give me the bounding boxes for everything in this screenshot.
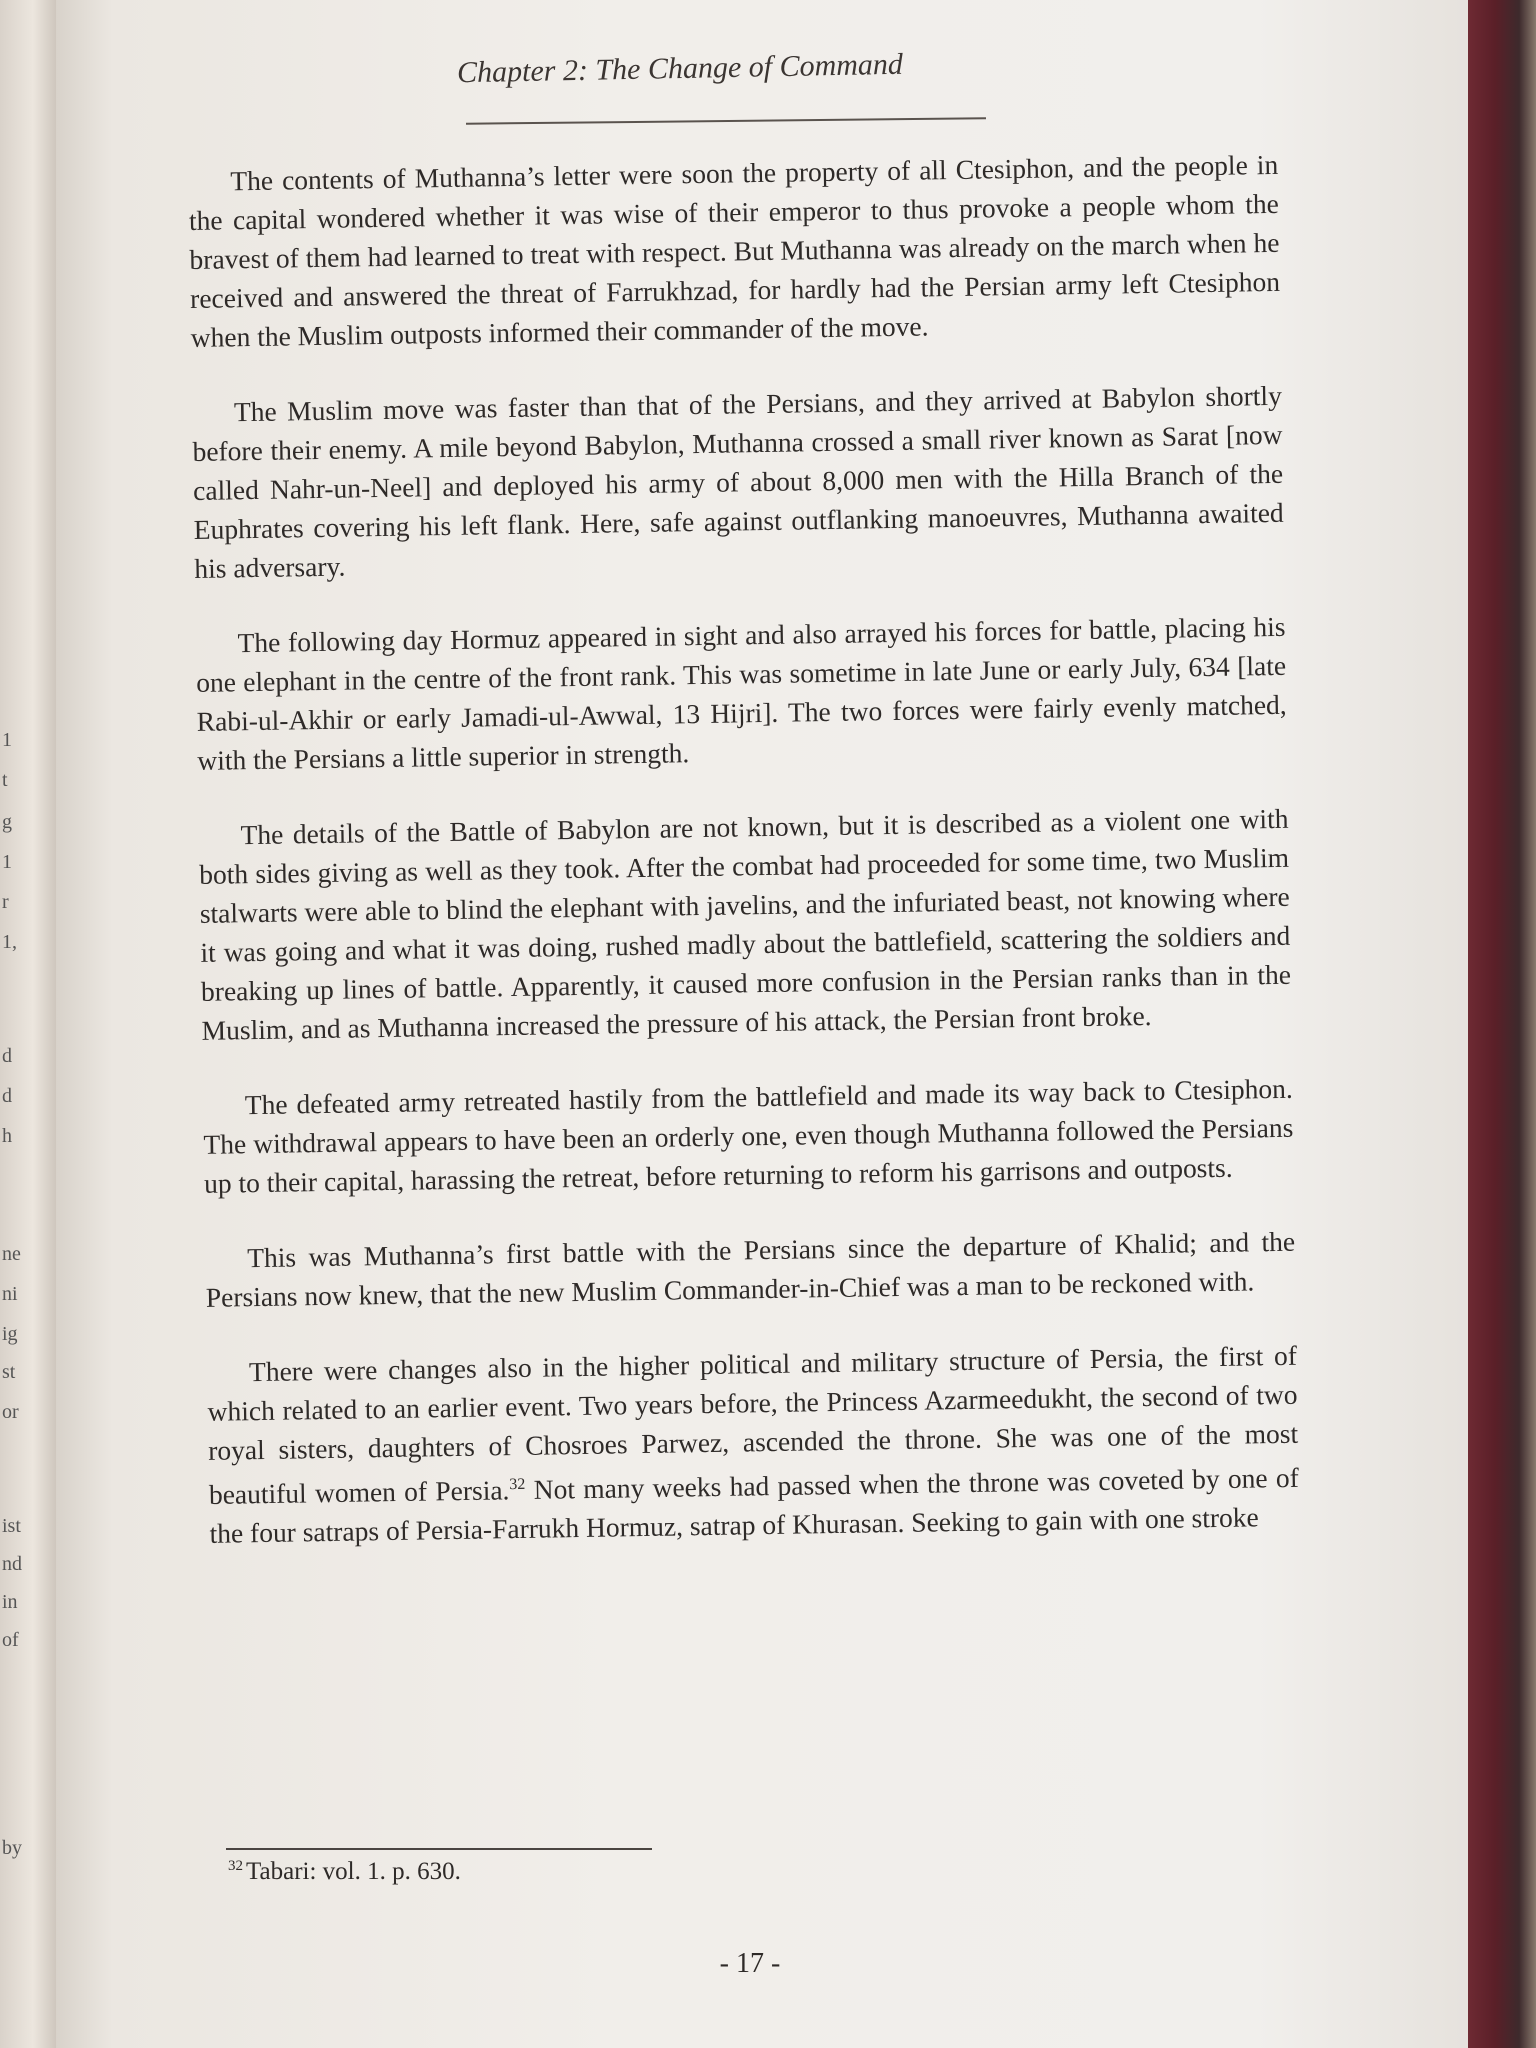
margin-fragment: ni bbox=[2, 1283, 18, 1305]
margin-fragment: 1 bbox=[2, 851, 12, 873]
footnote-reference[interactable]: 32 bbox=[509, 1475, 526, 1494]
margin-fragment: g bbox=[2, 811, 12, 833]
paragraph bbox=[207, 1336, 1300, 1553]
paragraph: This was Muthanna’s first battle with the Persians since the departure of Khalid; and the Persians now knew, that the new Muslim Commander-in-Chief was a man to be reckoned with. bbox=[205, 1225, 1296, 1313]
paragraph-text: There were changes also in the higher political and military structure of Persia, the first of which related to an earlier event. Two years before, the Princess Azarmeedukht, the second of two royal sisters, daughters of Chosroes Parwez, ascended the throne. She was one of the most beautiful women of Persia. bbox=[207, 1339, 1299, 1510]
body-text bbox=[188, 145, 1300, 1589]
margin-fragment: in bbox=[2, 1591, 18, 1613]
margin-fragment: or bbox=[2, 1401, 19, 1423]
margin-fragment: ist bbox=[2, 1515, 21, 1537]
book-cover-edge bbox=[1468, 0, 1536, 2048]
paragraph: The defeated army retreated hastily from the battlefield and made its way back to Ctesiphon. The withdrawal appears to have been an orderly one, even though Muthanna followed the Persians up to their capital, harassing the retreat, before returning to reform his garrisons and outposts. bbox=[203, 1072, 1294, 1199]
page-number: - 17 - bbox=[719, 1948, 781, 1979]
margin-fragment: of bbox=[2, 1629, 19, 1651]
margin-fragment: by bbox=[2, 1837, 22, 1859]
margin-fragment: ig bbox=[2, 1323, 18, 1345]
running-head: Chapter 2: The Change of Command bbox=[456, 47, 904, 90]
paragraph: The details of the Battle of Babylon are not known, but it is described as a violent one with both sides giving as well as they took. After the combat had proceeded for some time, two Muslim stalwarts were able to blind the elephant with javelins, and the infuriated beast, not knowing where it was going and what it was doing, rushed madly about the battlefield, scattering the soldiers and breaking up lines of battle. Apparently, it caused more confusion in the Persian ranks than in the Muslim, and as Muthanna increased the pressure of his attack, the Persian front broke. bbox=[198, 802, 1292, 1046]
paragraph: The contents of Muthanna’s letter were soon the property of all Ctesiphon, and the people in the capital wondered whether it was wise of their emperor to thus provoke a people whom the bravest of them had learned to treat with respect. But Muthanna was already on the march when he received and answered the threat of Farrukhzad, for hardly had the Persian army left Ctesiphon when the Muslim outposts informed their commander of the move. bbox=[188, 148, 1281, 353]
margin-fragment: 1 bbox=[2, 729, 12, 751]
footnote bbox=[228, 1858, 461, 1886]
footnote-number: 32 bbox=[228, 1858, 243, 1874]
margin-fragment: st bbox=[2, 1361, 16, 1383]
paragraph: The following day Hormuz appeared in sight and also arrayed his forces for battle, placing his one elephant in the centre of the front rank. This was sometime in late June or early July, 634 [late Rabi-ul-Akhir or early Jamadi-ul-Awwal, 13 Hijri]. The two forces were fairly evenly matched, with the Persians a little superior in strength. bbox=[195, 610, 1287, 776]
margin-fragment: d bbox=[2, 1085, 12, 1107]
footnote-text: Tabari: vol. 1. p. 630. bbox=[246, 1858, 461, 1885]
margin-fragment: 1, bbox=[2, 931, 17, 953]
margin-fragment: r bbox=[2, 891, 9, 913]
facing-page-edge bbox=[0, 0, 60, 2048]
facing-page-text-fragments bbox=[0, 0, 20, 2048]
margin-fragment: t bbox=[2, 769, 8, 791]
margin-fragment: d bbox=[2, 1045, 12, 1067]
margin-fragment: h bbox=[2, 1125, 12, 1147]
paragraph-text: Not many weeks had passed when the throne was coveted by one of the four satraps of Persia-Farrukh Hormuz, satrap of Khurasan. Seeking to gain with one stroke bbox=[209, 1461, 1300, 1549]
paragraph: The Muslim move was faster than that of the Persians, and they arrived at Babylon shortly before their enemy. A mile beyond Babylon, Muthanna crossed a small river known as Sarat [now called Nahr-un-Neel] and deployed his army of about 8,000 men with the Hilla Branch of the Euphrates covering his left flank. Here, safe against outflanking manoeuvres, Muthanna awaited his adversary. bbox=[192, 379, 1284, 584]
footnote-rule bbox=[226, 1848, 652, 1850]
margin-fragment: nd bbox=[2, 1553, 22, 1575]
margin-fragment: ne bbox=[2, 1243, 21, 1265]
